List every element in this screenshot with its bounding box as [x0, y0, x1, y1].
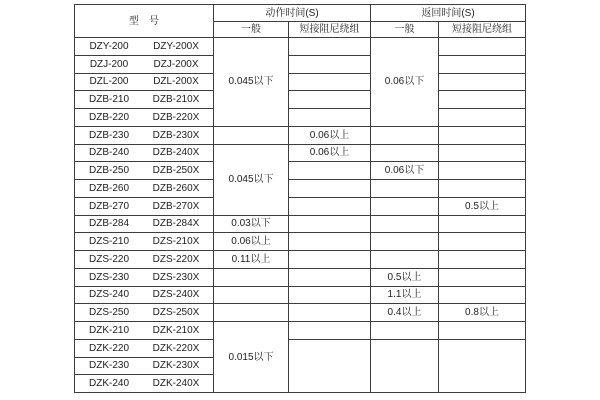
- action-damped-cell: 0.06以上: [289, 126, 371, 144]
- col-header-action-damped: 短接阻尼绕组: [289, 22, 371, 38]
- return-general-cell: 0.06以下: [371, 162, 439, 180]
- return-damped-cell: [439, 268, 526, 286]
- action-damped-cell: [289, 322, 371, 340]
- model-variant: DZS-210X: [152, 236, 200, 248]
- table-row: [75, 215, 526, 233]
- action-damped-cell: [289, 286, 371, 304]
- action-damped-cell: [289, 109, 371, 127]
- model-cell: [75, 91, 214, 109]
- model-cell: [75, 180, 214, 198]
- return-general-cell: [371, 215, 439, 233]
- model-cell: [75, 162, 214, 180]
- table-row: [75, 91, 526, 109]
- action-damped-cell: [289, 233, 371, 251]
- model-variant: DZB-250X: [152, 165, 200, 177]
- return-general-cell: [371, 144, 439, 162]
- model-variant: DZS-220X: [152, 253, 200, 265]
- model-cell: [75, 38, 214, 56]
- action-damped-cell: [289, 162, 371, 180]
- model-primary: DZB-260: [88, 182, 129, 194]
- action-general-cell: 0.06以上: [214, 233, 289, 251]
- return-general-cell: [371, 180, 439, 198]
- action-general-cell: [214, 286, 289, 304]
- model-cell: [75, 73, 214, 91]
- return-damped-cell: [439, 180, 526, 198]
- return-damped-cell: 0.8以上: [439, 304, 526, 322]
- table-row: [75, 339, 526, 357]
- model-variant: DZB-284X: [152, 218, 200, 230]
- model-variant: DZK-210X: [152, 324, 200, 336]
- model-cell: [75, 268, 214, 286]
- model-variant: DZK-220X: [152, 342, 200, 354]
- action-general-cell: 0.045以下: [214, 38, 289, 127]
- return-general-cell: [371, 233, 439, 251]
- return-damped-cell: [439, 251, 526, 269]
- model-primary: DZK-240: [88, 378, 129, 390]
- model-primary: DZB-230: [88, 129, 129, 141]
- return-general-cell: 0.06以下: [371, 38, 439, 127]
- col-header-action-time: 动作时间(S): [214, 5, 371, 22]
- action-general-cell: [214, 304, 289, 322]
- action-general-cell: 0.03以下: [214, 215, 289, 233]
- model-variant: DZL-200X: [153, 76, 199, 88]
- model-variant: DZB-240X: [152, 147, 200, 159]
- model-primary: DZS-210: [88, 236, 129, 248]
- model-variant: DZS-250X: [152, 307, 200, 319]
- return-damped-cell: [439, 215, 526, 233]
- model-primary: DZB-210: [88, 94, 129, 106]
- return-general-cell: [371, 197, 439, 215]
- model-cell: [75, 322, 214, 340]
- return-damped-cell: [439, 55, 526, 73]
- return-damped-cell: 0.5以上: [439, 197, 526, 215]
- model-cell: [75, 233, 214, 251]
- table-row: [75, 126, 526, 144]
- return-damped-cell: [439, 339, 526, 392]
- model-cell: [75, 144, 214, 162]
- return-damped-cell: [439, 91, 526, 109]
- action-damped-cell: [289, 339, 371, 392]
- table-row: [75, 38, 526, 56]
- return-general-cell: 0.4以上: [371, 304, 439, 322]
- table-row: [75, 304, 526, 322]
- return-general-cell: [371, 126, 439, 144]
- model-cell: [75, 251, 214, 269]
- model-variant: DZJ-200X: [153, 58, 199, 70]
- table-row: [75, 197, 526, 215]
- return-damped-cell: [439, 109, 526, 127]
- model-primary: DZS-250: [88, 307, 129, 319]
- return-damped-cell: [439, 144, 526, 162]
- return-damped-cell: [439, 286, 526, 304]
- return-damped-cell: [439, 162, 526, 180]
- header-group-row: [75, 5, 526, 22]
- action-general-cell: 0.045以下: [214, 144, 289, 215]
- col-header-model: 型 号: [75, 5, 214, 38]
- table-row: [75, 180, 526, 198]
- col-header-return-damped: 短接阻尼绕组: [439, 22, 526, 38]
- return-general-cell: 0.5以上: [371, 268, 439, 286]
- model-variant: DZS-230X: [152, 271, 200, 283]
- model-variant: DZB-210X: [152, 94, 200, 106]
- model-primary: DZK-210: [88, 324, 129, 336]
- return-general-cell: 1.1以上: [371, 286, 439, 304]
- model-primary: DZB-270: [88, 200, 129, 212]
- table-row: [75, 251, 526, 269]
- model-primary: DZK-220: [88, 342, 129, 354]
- table-row: [75, 109, 526, 127]
- action-damped-cell: [289, 251, 371, 269]
- return-damped-cell: [439, 73, 526, 91]
- return-general-cell: [371, 339, 439, 392]
- model-cell: [75, 286, 214, 304]
- model-cell: [75, 55, 214, 73]
- model-variant: DZK-240X: [152, 378, 200, 390]
- model-primary: DZK-230: [88, 360, 129, 372]
- model-cell: [75, 357, 214, 375]
- table-row: [75, 322, 526, 340]
- model-cell: [75, 375, 214, 393]
- table-row: [75, 144, 526, 162]
- model-primary: DZS-240: [88, 289, 129, 301]
- model-cell: [75, 304, 214, 322]
- model-variant: DZB-260X: [152, 182, 200, 194]
- table-row: [75, 73, 526, 91]
- action-general-cell: 0.015以下: [214, 322, 289, 393]
- model-primary: DZY-200: [89, 40, 129, 52]
- table-body: [75, 38, 526, 393]
- return-damped-cell: [439, 233, 526, 251]
- model-primary: DZL-200: [89, 76, 129, 88]
- table-row: [75, 162, 526, 180]
- action-general-cell: [214, 126, 289, 144]
- action-damped-cell: 0.06以上: [289, 144, 371, 162]
- action-damped-cell: [289, 91, 371, 109]
- model-variant: DZB-230X: [152, 129, 200, 141]
- model-primary: DZB-250: [88, 165, 129, 177]
- model-cell: [75, 109, 214, 127]
- model-primary: DZB-220: [88, 111, 129, 123]
- table-row: [75, 233, 526, 251]
- model-primary: DZS-230: [88, 271, 129, 283]
- return-general-cell: [371, 251, 439, 269]
- action-damped-cell: [289, 55, 371, 73]
- model-cell: [75, 126, 214, 144]
- table-row: [75, 286, 526, 304]
- model-cell: [75, 197, 214, 215]
- model-primary: DZB-284: [88, 218, 129, 230]
- model-variant: DZY-200X: [153, 40, 199, 52]
- table-row: [75, 268, 526, 286]
- model-variant: DZB-270X: [152, 200, 200, 212]
- action-general-cell: [214, 268, 289, 286]
- action-damped-cell: [289, 197, 371, 215]
- action-damped-cell: [289, 180, 371, 198]
- return-damped-cell: [439, 38, 526, 56]
- model-cell: [75, 339, 214, 357]
- return-damped-cell: [439, 126, 526, 144]
- action-damped-cell: [289, 215, 371, 233]
- model-primary: DZS-220: [88, 253, 129, 265]
- col-header-return-general: 一般: [371, 22, 439, 38]
- action-general-cell: 0.11以上: [214, 251, 289, 269]
- model-cell: [75, 215, 214, 233]
- table-header: [75, 5, 526, 38]
- model-primary: DZJ-200: [89, 58, 129, 70]
- model-variant: DZK-230X: [152, 360, 200, 372]
- return-damped-cell: [439, 322, 526, 340]
- return-general-cell: [371, 322, 439, 340]
- action-damped-cell: [289, 304, 371, 322]
- action-damped-cell: [289, 73, 371, 91]
- spec-table: [74, 4, 526, 393]
- action-damped-cell: [289, 38, 371, 56]
- model-primary: DZB-240: [88, 147, 129, 159]
- col-header-action-general: 一般: [214, 22, 289, 38]
- table-row: [75, 55, 526, 73]
- model-variant: DZS-240X: [152, 289, 200, 301]
- model-variant: DZB-220X: [152, 111, 200, 123]
- col-header-return-time: 返回时间(S): [371, 5, 526, 22]
- action-damped-cell: [289, 268, 371, 286]
